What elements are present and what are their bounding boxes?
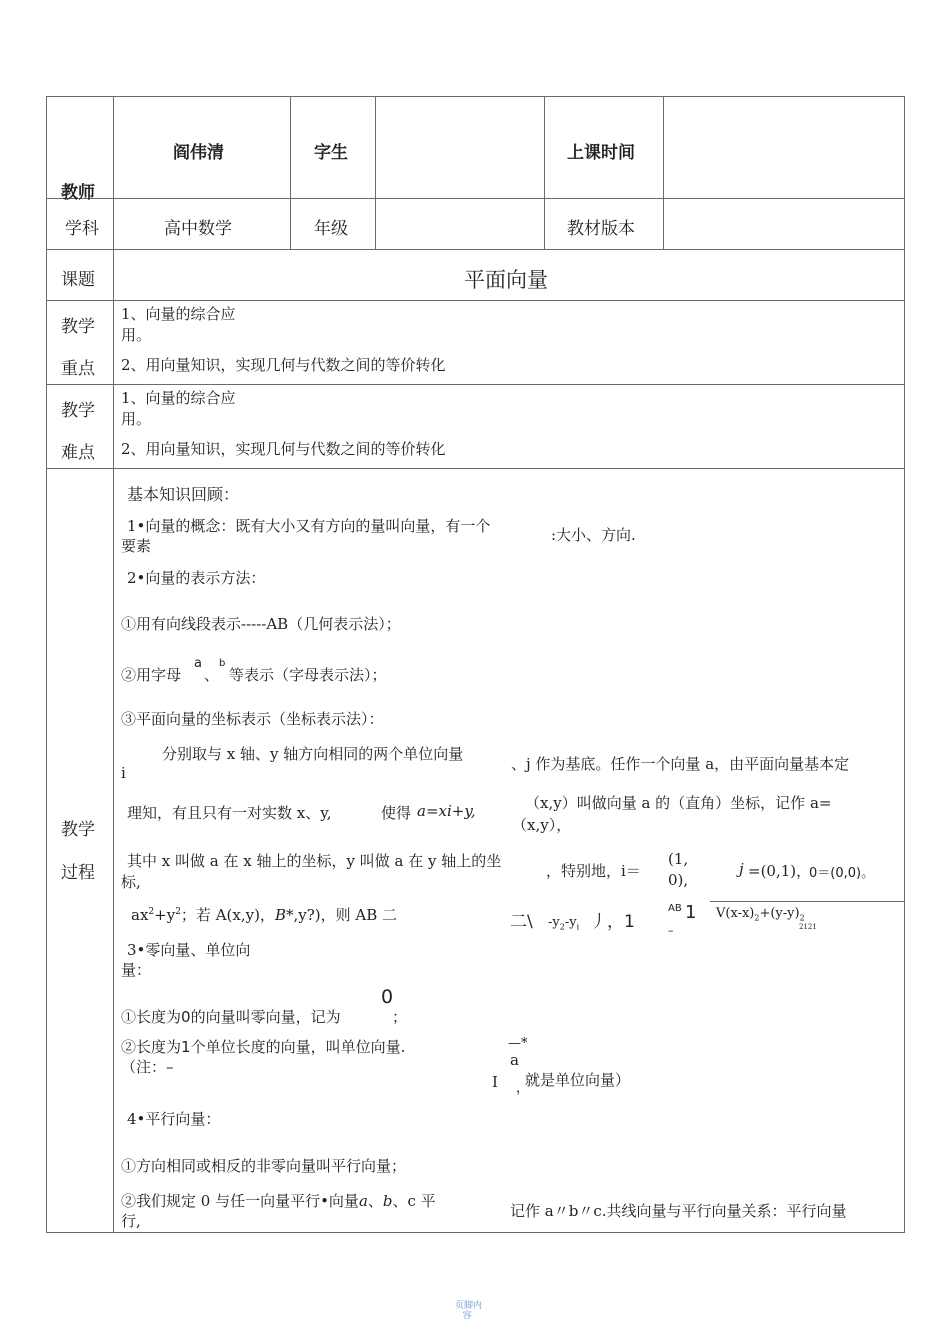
table-border-right: [904, 96, 905, 1232]
subject-value: 高中数学: [164, 219, 232, 239]
distance-sqrt-x: V(x-x): [716, 906, 755, 921]
parallel-rule-f: 行,: [121, 1212, 141, 1230]
theorem-line-a: 理知，有且只有一对实数 x、y,: [127, 804, 332, 822]
column-divider: [113, 96, 114, 1232]
distance-sup-1: 2: [148, 907, 155, 917]
key-points-label-2: 重点: [61, 359, 95, 379]
theorem-line-e: （x,y），: [512, 816, 572, 834]
distance-ax: ax: [131, 906, 149, 924]
coordinate-line-b: 标,: [121, 873, 141, 891]
distance-point-a: ；若 A(x,y)，: [180, 906, 275, 924]
distance-y2-sub: 2: [559, 922, 565, 932]
unit-line-bar: I: [492, 1073, 498, 1091]
distance-sqrt-sub-2: 2: [799, 913, 805, 923]
distance-sqrt-y: +(y-y): [759, 906, 800, 921]
distance-ab: AB: [668, 903, 682, 914]
unit-line-b: 1: [181, 1038, 191, 1056]
page-footer: [455, 1301, 483, 1321]
process-label-2: 过程: [61, 863, 95, 883]
zero-unit-title-a: 3•零向量、单位向: [127, 941, 251, 959]
unit-line-a: ②长度为: [121, 1038, 182, 1056]
table-border-bottom: [46, 1232, 905, 1233]
distance-y: +y: [154, 906, 176, 924]
coordinate-line-a: 其中 x 叫做 a 在 x 轴上的坐标，y 叫做 a 在 y 轴上的坐: [127, 852, 502, 870]
unit-line-a-letter: a: [510, 1051, 519, 1069]
distance-close: 丿，1: [590, 912, 635, 932]
concept-line-c: :大小、方向.: [551, 526, 636, 544]
distance-sup-2: 2: [175, 907, 181, 917]
unit-line-arrow: —*: [508, 1036, 528, 1051]
row-divider: [46, 468, 905, 469]
teacher-name: 阎伟清: [173, 143, 224, 163]
topic-title: 平面向量: [464, 268, 548, 292]
method-2e: 等表示（字母表示法）；: [229, 666, 387, 684]
key-point-1a: 1、向量的综合应: [121, 305, 236, 323]
coordinate-line-h: 0＝(0,0)。: [809, 866, 875, 881]
column-divider: [544, 96, 545, 249]
coordinate-line-d: (1,: [668, 850, 689, 868]
unit-line-note: （注：–: [121, 1058, 174, 1076]
topic-label: 课题: [61, 270, 95, 290]
key-point-2: 2、用向量知识，实现几何与代数之间的等价转化: [121, 356, 446, 374]
distance-yi: -y: [564, 915, 577, 930]
distance-point-b-letter: B: [274, 906, 286, 924]
student-label: 字生: [314, 143, 348, 163]
row-divider: [46, 300, 905, 301]
review-title: 基本知识回顾：: [127, 485, 240, 504]
row-divider: [46, 384, 905, 385]
key-point-1b: 用。: [121, 326, 152, 344]
footer-line-2: 容: [462, 1311, 472, 1321]
column-divider: [290, 96, 291, 249]
difficult-point-1b: 用。: [121, 410, 152, 428]
process-label-1: 教学: [61, 820, 95, 840]
theorem-line-b: 使得: [381, 804, 412, 822]
coordinate-line-c: ，特别地，i＝: [546, 862, 641, 880]
method-2d: b: [219, 658, 226, 669]
parallel-rule-a: ②我们规定 0 与任一向量平行•向量: [121, 1192, 359, 1210]
distance-indices: 2121: [799, 923, 817, 931]
row-divider: [46, 198, 905, 199]
formula-overline: [710, 901, 905, 902]
unit-line-c: 个单位长度的向量，叫单位向量.: [190, 1038, 406, 1056]
difficult-point-1a: 1、向量的综合应: [121, 389, 236, 407]
basis-line-c: 、j 作为基底。任作一个向量 a，由平面向量基本定: [511, 755, 850, 773]
zero-vector-line: [121, 1006, 341, 1027]
subject-label: 学科: [65, 219, 99, 239]
coordinate-line-g: =(0,1)，: [748, 862, 812, 880]
row-divider: [46, 249, 905, 250]
table-border-top: [46, 96, 905, 97]
parallel-rule-d: b: [382, 1192, 393, 1210]
method-2b: a: [194, 656, 202, 671]
footer-line-1: 页脚内: [455, 1301, 483, 1311]
difficult-points-label-2: 难点: [61, 443, 95, 463]
distance-sqrt: [716, 906, 805, 923]
table-border-left: [46, 96, 47, 1232]
concept-line-a: 1•向量的概念：既有大小又有方向的量叫向量，有一个: [127, 517, 491, 535]
coordinate-line-e: 0),: [668, 871, 689, 889]
method-3: ③平面向量的坐标表示（坐标表示法）：: [121, 710, 384, 728]
distance-line: [131, 904, 397, 925]
parallel-rule-e: 、c 平: [392, 1192, 436, 1210]
teacher-label: 教师: [61, 183, 95, 203]
distance-y-diff: [548, 915, 579, 932]
theorem-line-c: a=xi+y,: [417, 802, 476, 820]
grade-label: 年级: [314, 219, 348, 239]
parallel-def: ①方向相同或相反的非零向量叫平行向量；: [121, 1157, 407, 1175]
difficult-points-label-1: 教学: [61, 401, 95, 421]
theorem-line-d: （x,y）叫做向量 a 的（直角）坐标，记作 a=: [525, 794, 832, 812]
distance-eq: 二\: [510, 912, 533, 932]
parallel-title: 4•平行向量：: [127, 1110, 221, 1128]
basis-line-b: i: [121, 764, 126, 782]
parallel-rule-g: 记作 a〃b〃c.共线向量与平行向量关系：平行向量: [510, 1202, 847, 1220]
coordinate-line-f: j: [739, 860, 744, 878]
zero-unit-title-b: 量：: [121, 961, 152, 979]
parallel-rule-c: 、: [367, 1192, 383, 1210]
difficult-point-2: 2、用向量知识，实现几何与代数之间的等价转化: [121, 440, 446, 458]
concept-line-b: 要素: [121, 537, 152, 555]
method-2c: 、: [204, 666, 220, 684]
column-divider: [375, 96, 376, 249]
parallel-rule: [121, 1190, 436, 1211]
key-points-label-1: 教学: [61, 317, 95, 337]
distance-yi-sub: i: [576, 922, 580, 932]
distance-sqrt-sub-1: 2: [754, 913, 760, 923]
textbook-label: 教材版本: [567, 219, 635, 239]
column-divider: [663, 96, 664, 249]
representation-title: 2•向量的表示方法：: [127, 569, 266, 587]
unit-line-end: 就是单位向量）: [525, 1071, 631, 1089]
zero-line-b: 0: [181, 1008, 191, 1026]
unit-vector-line: [121, 1036, 405, 1057]
zero-line-c: 的向量叫零向量，记为: [190, 1008, 341, 1026]
zero-vector-symbol: 0: [381, 986, 394, 1008]
distance-point-b: *,y?)，则 AB 二: [285, 906, 397, 924]
method-2a: ②用字母: [121, 666, 182, 684]
distance-ab-dash: –: [668, 924, 674, 937]
class-time-label: 上课时间: [567, 143, 635, 163]
method-1: ①用有向线段表示-----AB（几何表示法）；: [121, 615, 401, 633]
basis-line-a: 分别取与 x 轴、y 轴方向相同的两个单位向量: [162, 745, 464, 763]
zero-line-a: ①长度为: [121, 1008, 182, 1026]
parallel-rule-b: a: [358, 1192, 368, 1210]
distance-y2: -y: [548, 915, 560, 930]
zero-line-d: ；: [392, 1008, 408, 1026]
unit-line-comma: ，: [516, 1081, 530, 1096]
distance-ab-one: 1: [685, 902, 697, 923]
